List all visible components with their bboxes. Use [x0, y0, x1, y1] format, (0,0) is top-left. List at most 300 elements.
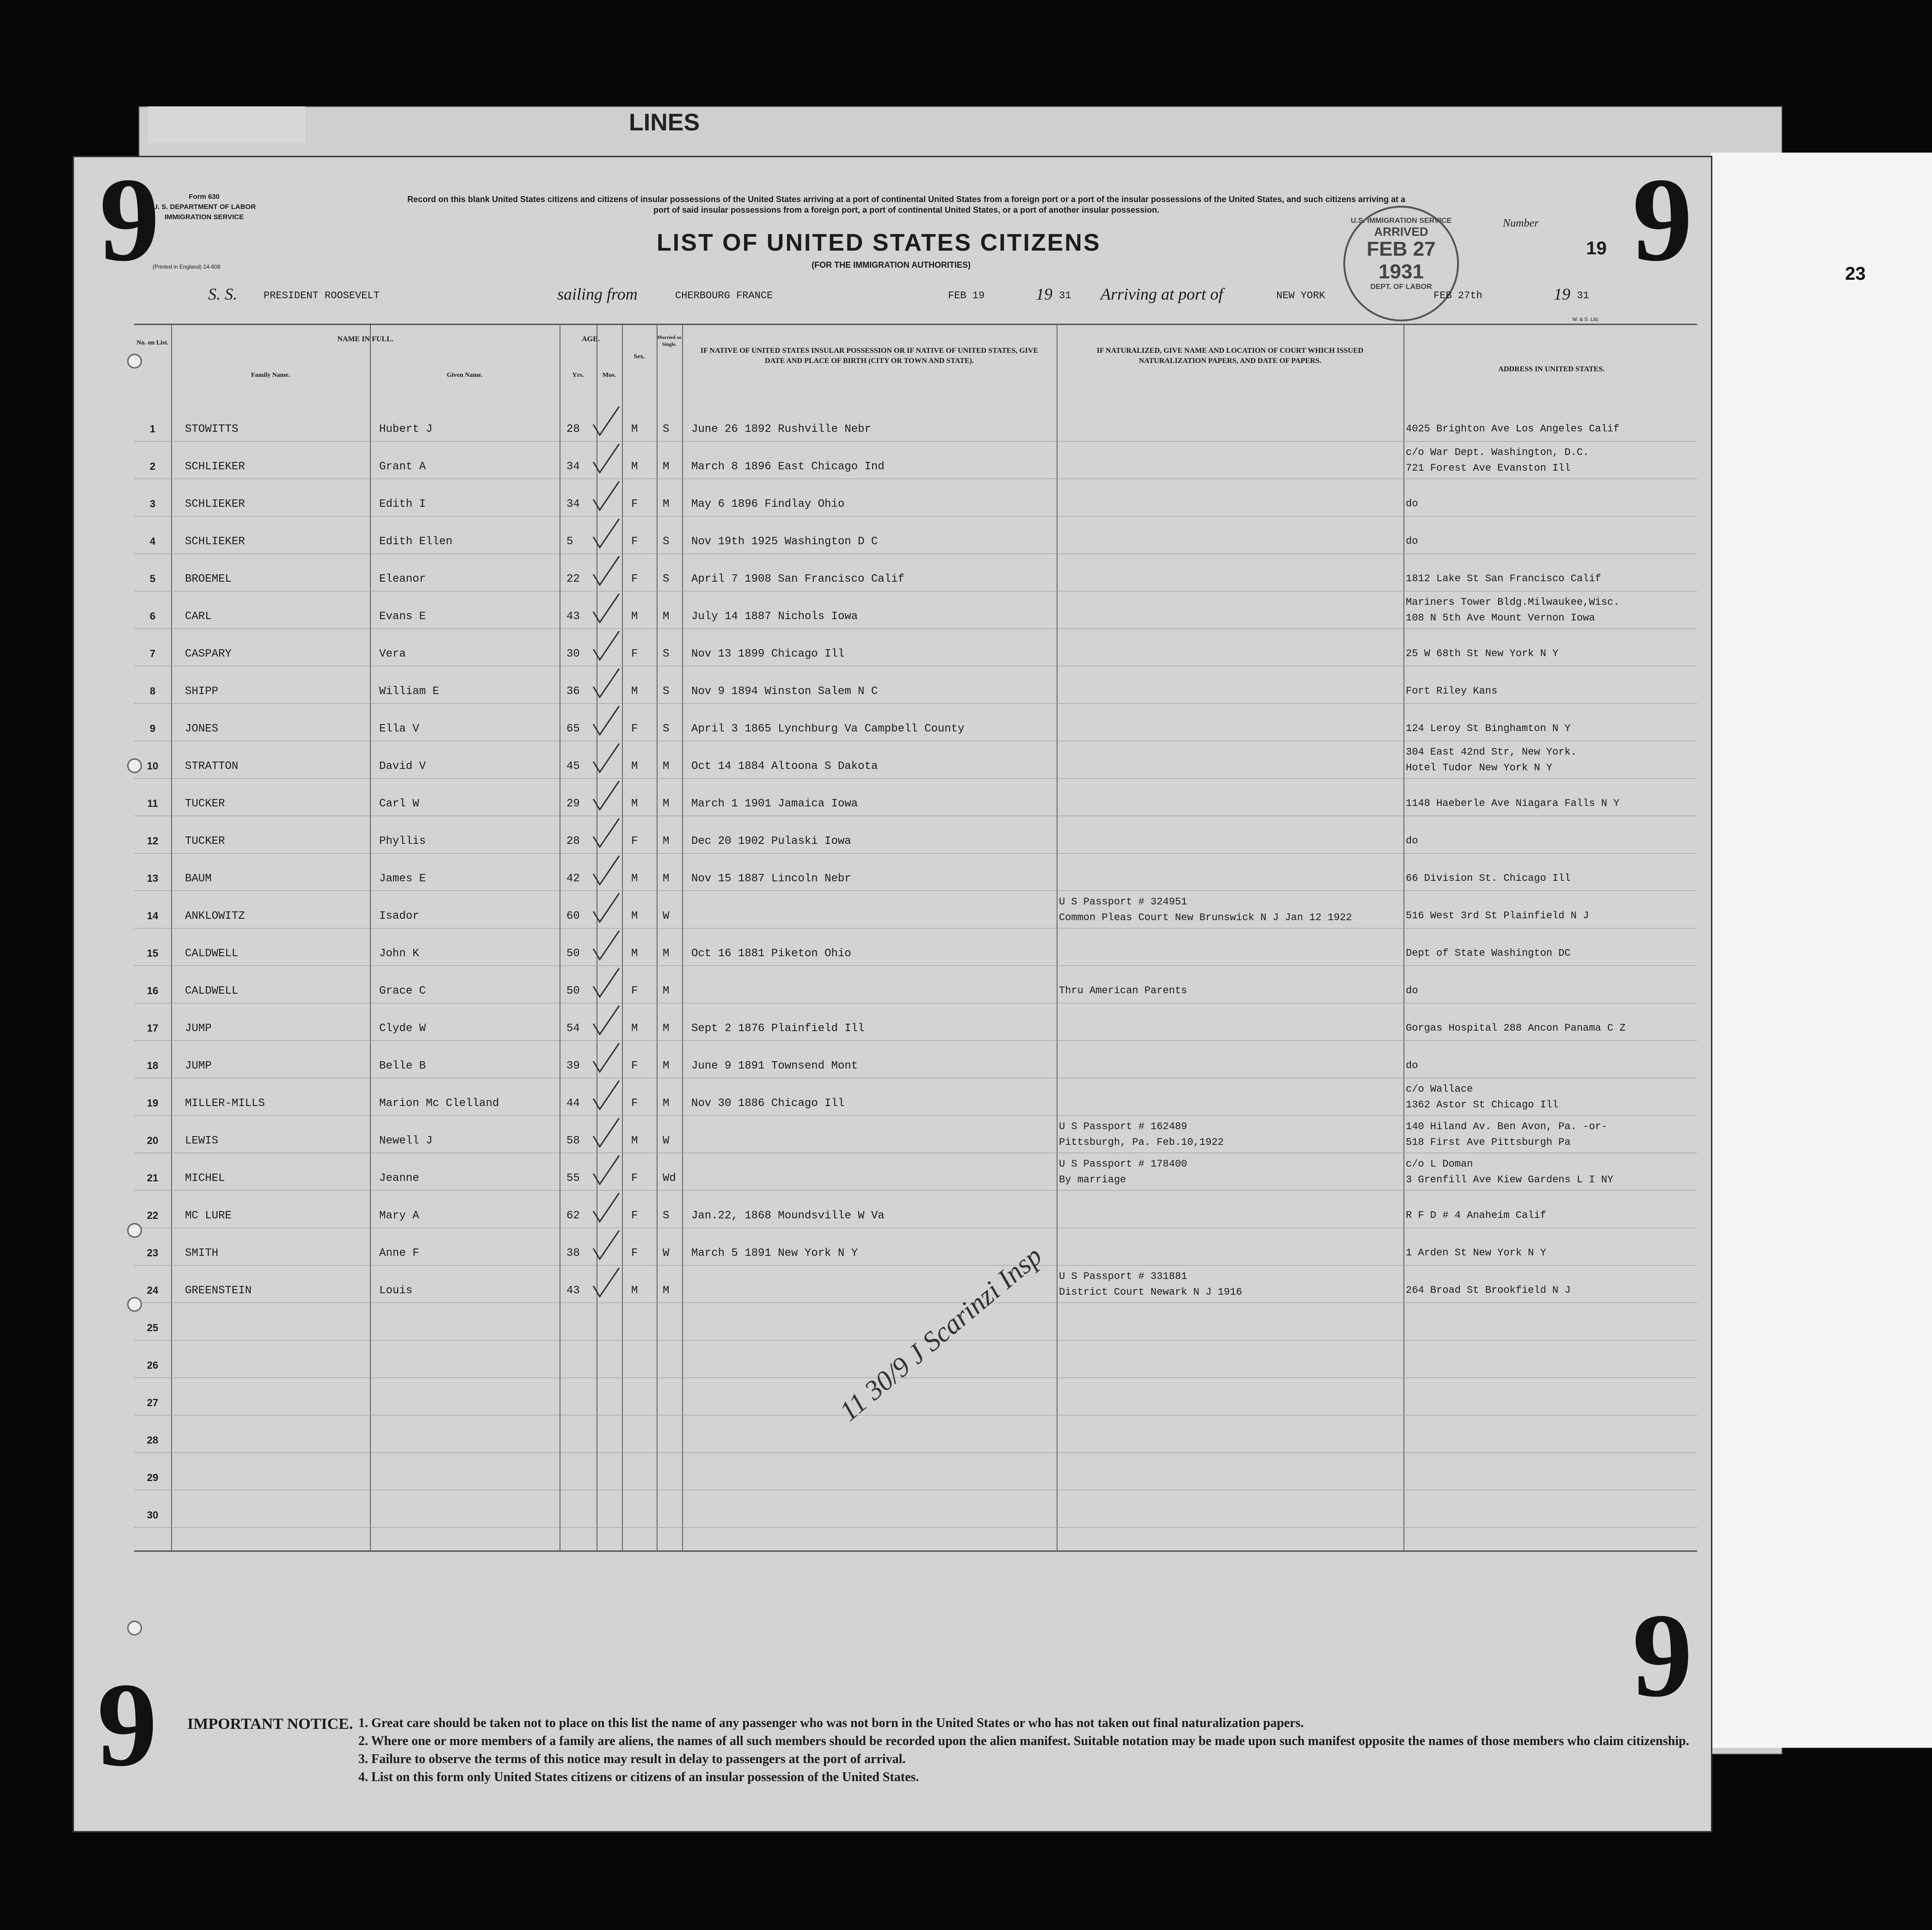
row-number: 20: [147, 1135, 159, 1146]
ship-name: PRESIDENT ROOSEVELT: [264, 290, 380, 301]
cell-ms: M: [663, 798, 670, 810]
cell-sex: M: [631, 947, 638, 960]
row-number: 27: [147, 1397, 159, 1408]
cell-sex: F: [631, 573, 638, 585]
cell-sex: F: [631, 835, 638, 848]
table-row: [134, 591, 1697, 629]
inspector-signature: 11 30/9 J Scarinzi Insp: [833, 1240, 1048, 1427]
cell-addr: 124 Leroy St Binghamton N Y: [1406, 723, 1571, 734]
header-no: No. on List.: [136, 339, 169, 346]
cell-given: Grant A: [379, 461, 426, 473]
header-family-name: Family Name.: [251, 372, 290, 379]
row-number: 24: [147, 1285, 159, 1296]
header-mos: Mos.: [602, 372, 616, 379]
check-mark-icon: [590, 516, 622, 553]
cell-given: Vera: [379, 648, 406, 660]
cell-age: 5: [566, 535, 573, 548]
table-row: [134, 965, 1697, 1003]
cell-birth: July 14 1887 Nichols Iowa: [691, 610, 858, 623]
cell-age: 45: [566, 760, 580, 773]
ship-line: [208, 284, 1665, 307]
table-row: [134, 1452, 1697, 1490]
table-row: [134, 666, 1697, 704]
row-number: 15: [147, 947, 159, 959]
cell-sex: F: [631, 1210, 638, 1222]
row-number: 3: [149, 498, 156, 510]
cell-ms: M: [663, 985, 670, 997]
cell-age: 62: [566, 1210, 580, 1222]
cell-age: 58: [566, 1135, 580, 1147]
cell-given: Ella V: [379, 723, 419, 735]
cell-family: MC LURE: [185, 1210, 232, 1222]
cell-family: CASPARY: [185, 648, 232, 660]
header-given-name: Given Name.: [447, 372, 483, 379]
header-yrs: Yrs.: [572, 372, 584, 379]
cell-nat: U S Passport # 162489 Pittsburgh, Pa. Feb.10,1922: [1059, 1121, 1224, 1148]
check-mark-icon: [590, 479, 622, 516]
cell-sex: M: [631, 610, 638, 623]
cell-birth: Nov 9 1894 Winston Salem N C: [691, 685, 878, 698]
cell-birth: Dec 20 1902 Pulaski Iowa: [691, 835, 851, 848]
port-from: CHERBOURG FRANCE: [675, 290, 773, 301]
cell-sex: F: [631, 1097, 638, 1110]
cell-birth: Oct 14 1884 Altoona S Dakota: [691, 760, 878, 773]
cell-ms: S: [663, 648, 670, 660]
cell-given: Anne F: [379, 1247, 419, 1260]
row-number: 25: [147, 1322, 159, 1334]
check-mark-icon: [590, 891, 622, 928]
cell-ms: Wd: [663, 1172, 676, 1185]
cell-addr: c/o Wallace 1362 Astor St Chicago Ill: [1406, 1083, 1559, 1111]
cell-family: STRATTON: [185, 760, 239, 773]
cell-age: 43: [566, 610, 580, 623]
check-mark-icon: [590, 965, 622, 1002]
cell-age: 29: [566, 798, 580, 810]
header-age: AGE.: [582, 335, 600, 343]
header-sex: Sex.: [634, 353, 645, 360]
cell-given: Newell J: [379, 1135, 433, 1147]
cell-age: 42: [566, 873, 580, 885]
table-row: [134, 1190, 1697, 1228]
year-prefix-from: 19: [1036, 285, 1052, 303]
punch-hole: [127, 1297, 142, 1312]
cell-given: Louis: [379, 1285, 413, 1297]
check-mark-icon: [590, 1078, 622, 1115]
cell-sex: F: [631, 648, 638, 660]
cell-birth: Jan.22, 1868 Moundsville W Va: [691, 1210, 885, 1222]
cell-family: MICHEL: [185, 1172, 225, 1185]
cell-family: SHIPP: [185, 685, 219, 698]
row-number: 1: [149, 423, 156, 435]
cell-addr: do: [1406, 498, 1418, 510]
header-naturalized: IF NATURALIZED, GIVE NAME AND LOCATION OF COURT WHICH ISSUED NATURALIZATION PAPERS, AND DATE OF PAPERS.: [1096, 347, 1364, 365]
cell-addr: 140 Hiland Av. Ben Avon, Pa. -or- 518 First Ave Pittsburgh Pa: [1406, 1121, 1607, 1148]
row-number: 22: [147, 1210, 159, 1221]
ss-label: S. S.: [208, 285, 237, 303]
check-mark-icon: [590, 703, 622, 740]
check-mark-icon: [590, 816, 622, 853]
cell-age: 65: [566, 723, 580, 735]
cell-family: CARL: [185, 610, 212, 623]
check-mark-icon: [590, 666, 622, 703]
cell-addr: Mariners Tower Bldg.Milwaukee,Wisc. 108 N 5th Ave Mount Vernon Iowa: [1406, 596, 1620, 624]
row-number: 16: [147, 985, 159, 996]
stamp-line2: ARRIVED: [1374, 224, 1428, 239]
cell-family: TUCKER: [185, 798, 225, 810]
service: IMMIGRATION SERVICE: [164, 213, 244, 221]
cell-given: David V: [379, 760, 426, 773]
table-row: [134, 516, 1697, 554]
cell-sex: M: [631, 1135, 638, 1147]
row-number: 14: [147, 910, 159, 922]
record-instructions: Record on this blank United States citizens and citizens of insular possessions of the United States arriving at a port of continental United States from a foreign port or a port of the insular possessions of the United States, and such citizens arriving at a port of said insular possessions from a foreign port, a port of continental United States, or a port of another insular possession.: [407, 195, 1406, 215]
cell-family: LEWIS: [185, 1135, 219, 1147]
cell-birth: March 1 1901 Jamaica Iowa: [691, 798, 858, 810]
table-row: [134, 1490, 1697, 1528]
table-row: [134, 441, 1697, 479]
cell-sex: F: [631, 498, 638, 510]
cell-ms: S: [663, 685, 670, 698]
cell-age: 22: [566, 573, 580, 585]
port-to: NEW YORK: [1276, 290, 1325, 301]
cell-given: Belle B: [379, 1060, 426, 1072]
notice-item: 4. List on this form only United States citizens or citizens of an insular possession of the United States.: [358, 1770, 919, 1785]
cell-ms: M: [663, 947, 670, 960]
cell-sex: F: [631, 985, 638, 997]
cell-family: SCHLIEKER: [185, 535, 245, 548]
cell-age: 36: [566, 685, 580, 698]
cell-family: SCHLIEKER: [185, 498, 245, 510]
cell-given: Phyllis: [379, 835, 426, 848]
notice-lead: IMPORTANT NOTICE.: [187, 1715, 353, 1733]
sailing-from-label: sailing from: [557, 285, 638, 303]
cell-sex: F: [631, 1247, 638, 1260]
notice-item: 2. Where one or more members of a family are aliens, the names of all such members should be recorded upon the alien manifest. Suitable notation may be made upon such manifest opposite the names of those members who claim citizenship.: [358, 1733, 1689, 1748]
cell-family: BAUM: [185, 873, 212, 885]
cell-age: 50: [566, 947, 580, 960]
table-row: [134, 1153, 1697, 1191]
row-number: 28: [147, 1434, 159, 1446]
row-number: 26: [147, 1359, 159, 1371]
cell-sex: M: [631, 873, 638, 885]
form-header: [153, 192, 256, 222]
cell-family: MILLER-MILLS: [185, 1097, 265, 1110]
cell-given: Carl W: [379, 798, 419, 810]
cell-sex: F: [631, 723, 638, 735]
cell-ms: M: [663, 1285, 670, 1297]
cell-family: BROEMEL: [185, 573, 232, 585]
cell-birth: May 6 1896 Findlay Ohio: [691, 498, 845, 510]
row-number: 4: [149, 535, 156, 547]
check-mark-icon: [590, 1040, 622, 1077]
cell-ms: M: [663, 1097, 670, 1110]
cell-birth: March 5 1891 New York N Y: [691, 1247, 858, 1260]
cell-given: Edith Ellen: [379, 535, 453, 548]
check-mark-icon: [590, 628, 622, 665]
cell-ms: M: [663, 610, 670, 623]
page-subtitle: (FOR THE IMMIGRATION AUTHORITIES): [812, 260, 971, 270]
cell-family: STOWITTS: [185, 423, 239, 436]
row-number: 9: [149, 723, 156, 734]
cell-birth: March 8 1896 East Chicago Ind: [691, 461, 885, 473]
cell-ms: W: [663, 1135, 670, 1147]
cell-addr: do: [1406, 1060, 1418, 1071]
check-mark-icon: [590, 1228, 622, 1265]
check-mark-icon: [590, 1190, 622, 1227]
cell-nat: U S Passport # 331881 District Court Newark N J 1916: [1059, 1271, 1243, 1298]
cell-age: 44: [566, 1097, 580, 1110]
row-number: 29: [147, 1472, 159, 1483]
cell-age: 60: [566, 910, 580, 922]
cell-family: GREENSTEIN: [185, 1285, 252, 1297]
cell-given: Clyde W: [379, 1022, 426, 1035]
cell-sex: F: [631, 1060, 638, 1072]
table-row: [134, 1078, 1697, 1116]
row-number: 13: [147, 873, 159, 884]
notice-item: 1. Great care should be taken not to place on this list the name of any passenger who was not born in the United States or who has not taken out final naturalization papers.: [358, 1715, 1304, 1730]
cell-addr: c/o L Doman 3 Grenfill Ave Kiew Gardens L I NY: [1406, 1158, 1613, 1186]
cell-addr: do: [1406, 535, 1418, 547]
cell-given: Jeanne: [379, 1172, 419, 1185]
cell-sex: F: [631, 535, 638, 548]
cell-age: 43: [566, 1285, 580, 1297]
table-row: [134, 404, 1697, 442]
right-margin-strip: [1711, 153, 1932, 1748]
punch-hole: [127, 1223, 142, 1238]
cell-nat: U S Passport # 178400 By marriage: [1059, 1158, 1188, 1186]
row-number: 10: [147, 760, 159, 772]
cell-age: 28: [566, 835, 580, 848]
check-mark-icon: [590, 853, 622, 890]
year-from: 31: [1059, 290, 1071, 301]
cell-family: JUMP: [185, 1022, 212, 1035]
cell-family: CALDWELL: [185, 985, 239, 997]
cell-addr: do: [1406, 835, 1418, 847]
cell-given: John K: [379, 947, 419, 960]
cell-ms: S: [663, 535, 670, 548]
table-row: [134, 853, 1697, 891]
cell-age: 54: [566, 1022, 580, 1035]
cell-ms: M: [663, 461, 670, 473]
table-row: [134, 778, 1697, 816]
cell-given: Isador: [379, 910, 419, 922]
cell-addr: c/o War Dept. Washington, D.C. 721 Forest Ave Evanston Ill: [1406, 447, 1589, 474]
stamp-date: FEB 27 1931: [1366, 238, 1436, 283]
cell-ms: W: [663, 1247, 670, 1260]
cell-ms: S: [663, 423, 670, 436]
cell-sex: M: [631, 423, 638, 436]
frame-number: 23: [1845, 264, 1866, 284]
cell-given: Eleanor: [379, 573, 426, 585]
printed-note: (Printed in England) 14-608: [153, 264, 221, 270]
date-to: FEB 27th: [1434, 290, 1483, 301]
row-number: 18: [147, 1060, 159, 1071]
cell-ms: M: [663, 1060, 670, 1072]
row-number: 19: [147, 1097, 159, 1109]
cell-age: 34: [566, 498, 580, 510]
row-number: 11: [147, 798, 158, 809]
cell-ms: S: [663, 723, 670, 735]
row-number: 30: [147, 1509, 159, 1521]
cell-nat: Thru American Parents: [1059, 985, 1188, 996]
cell-family: ANKLOWITZ: [185, 910, 245, 922]
row-number: 17: [147, 1022, 159, 1034]
cell-addr: 516 West 3rd St Plainfield N J: [1406, 910, 1589, 922]
row-number: 8: [149, 685, 156, 697]
cell-birth: Nov 15 1887 Lincoln Nebr: [691, 873, 851, 885]
cell-ms: M: [663, 498, 670, 510]
table-row: [134, 741, 1697, 779]
check-mark-icon: [590, 441, 622, 478]
check-mark-icon: [590, 1265, 622, 1302]
year-prefix-to: 19: [1554, 285, 1570, 303]
cell-family: JUMP: [185, 1060, 212, 1072]
cell-addr: 1 Arden St New York N Y: [1406, 1247, 1546, 1259]
number-label: Number: [1503, 217, 1539, 229]
arriving-label: Arriving at port of: [1101, 285, 1224, 303]
check-mark-icon: [590, 778, 622, 815]
sheet-number-top-right: 9: [1632, 153, 1692, 286]
cell-given: Marion Mc Clelland: [379, 1097, 499, 1110]
back-tab: [148, 106, 305, 143]
cell-given: Edith I: [379, 498, 426, 510]
cell-age: 30: [566, 648, 580, 660]
sheet-number-bottom-left: 9: [97, 1658, 157, 1791]
form-number: Form 630: [189, 193, 220, 201]
cell-age: 38: [566, 1247, 580, 1260]
cell-addr: R F D # 4 Anaheim Calif: [1406, 1210, 1546, 1221]
check-mark-icon: [590, 404, 622, 441]
cell-birth: April 3 1865 Lynchburg Va Campbell County: [691, 723, 965, 735]
cell-age: 50: [566, 985, 580, 997]
table-row: [134, 479, 1697, 516]
table-row: [134, 703, 1697, 741]
check-mark-icon: [590, 1153, 622, 1190]
cell-birth: Nov 30 1886 Chicago Ill: [691, 1097, 845, 1110]
cell-family: SMITH: [185, 1247, 219, 1260]
department: U. S. DEPARTMENT OF LABOR: [153, 203, 256, 211]
cell-given: Hubert J: [379, 423, 433, 436]
cell-ms: W: [663, 910, 670, 922]
table-row: [134, 628, 1697, 666]
table-row: [134, 1003, 1697, 1041]
cell-ms: S: [663, 573, 670, 585]
table-row: [134, 1040, 1697, 1078]
check-mark-icon: [590, 1115, 622, 1152]
cell-sex: M: [631, 910, 638, 922]
cell-nat: U S Passport # 324951 Common Pleas Court New Brunswick N J Jan 12 1922: [1059, 896, 1352, 923]
year-to: 31: [1577, 290, 1589, 301]
punch-hole: [127, 354, 142, 369]
cell-ms: M: [663, 760, 670, 773]
row-number: 2: [149, 461, 156, 472]
row-number: 5: [149, 573, 156, 584]
table-row: [134, 1265, 1697, 1303]
printer-mark: W. & S. Ltd.: [1572, 317, 1600, 322]
cell-ms: S: [663, 1210, 670, 1222]
table-row: [134, 928, 1697, 966]
check-mark-icon: [590, 553, 622, 590]
check-mark-icon: [590, 928, 622, 965]
cell-birth: April 7 1908 San Francisco Calif: [691, 573, 904, 585]
table-row: [134, 1228, 1697, 1266]
cell-addr: do: [1406, 985, 1418, 996]
cell-addr: 264 Broad St Brookfield N J: [1406, 1285, 1571, 1296]
cell-given: William E: [379, 685, 439, 698]
row-number: 21: [147, 1172, 159, 1184]
sheet-number-bottom-right: 9: [1632, 1589, 1692, 1722]
row-number: 23: [147, 1247, 159, 1259]
stamp-line3: DEPT. OF LABOR: [1370, 283, 1432, 291]
lines-tab-label: LINES: [629, 109, 700, 136]
list-number: 19: [1586, 238, 1607, 258]
cell-sex: M: [631, 760, 638, 773]
row-number: 6: [149, 610, 156, 622]
cell-ms: M: [663, 1022, 670, 1035]
cell-age: 34: [566, 461, 580, 473]
cell-family: CALDWELL: [185, 947, 239, 960]
cell-addr: 25 W 68th St New York N Y: [1406, 648, 1559, 659]
check-mark-icon: [590, 741, 622, 778]
cell-sex: M: [631, 461, 638, 473]
table-row: [134, 553, 1697, 591]
stamp-line1: U.S. IMMIGRATION SERVICE: [1350, 217, 1452, 225]
punch-hole: [127, 758, 142, 773]
cell-addr: Fort Riley Kans: [1406, 685, 1498, 697]
cell-addr: Dept of State Washington DC: [1406, 947, 1571, 959]
header-birth: IF NATIVE OF UNITED STATES INSULAR POSSESSION OR IF NATIVE OF UNITED STATES, GIVE DATE AND PLACE OF BIRTH (CITY OR TOWN AND STATE).: [700, 347, 1039, 365]
table-row: [134, 891, 1697, 928]
sheet-number-top-left: 9: [99, 153, 160, 286]
cell-birth: Nov 13 1899 Chicago Ill: [691, 648, 845, 660]
cell-birth: June 9 1891 Townsend Mont: [691, 1060, 858, 1072]
cell-family: SCHLIEKER: [185, 461, 245, 473]
date-from: FEB 19: [948, 290, 985, 301]
cell-sex: M: [631, 1022, 638, 1035]
cell-addr: 66 Division St. Chicago Ill: [1406, 873, 1571, 884]
notice-item: 3. Failure to observe the terms of this notice may result in delay to passengers at the port of arrival.: [358, 1752, 906, 1766]
cell-birth: Nov 19th 1925 Washington D C: [691, 535, 878, 548]
cell-family: TUCKER: [185, 835, 225, 848]
cell-age: 55: [566, 1172, 580, 1185]
cell-family: JONES: [185, 723, 219, 735]
table-row: [134, 816, 1697, 854]
row-number: 12: [147, 835, 159, 847]
check-mark-icon: [590, 591, 622, 628]
table-row: [134, 1415, 1697, 1453]
cell-birth: June 26 1892 Rushville Nebr: [691, 423, 871, 436]
cell-ms: M: [663, 873, 670, 885]
table-row: [134, 1115, 1697, 1153]
cell-sex: M: [631, 1285, 638, 1297]
cell-age: 28: [566, 423, 580, 436]
cell-given: Grace C: [379, 985, 426, 997]
cell-addr: 1812 Lake St San Francisco Calif: [1406, 573, 1601, 584]
cell-birth: Sept 2 1876 Plainfield Ill: [691, 1022, 865, 1035]
page-title: LIST OF UNITED STATES CITIZENS: [657, 229, 1101, 256]
header-married-single: Married or Single.: [657, 335, 682, 347]
header-name-in-full: NAME IN FULL.: [337, 335, 394, 343]
cell-addr: Gorgas Hospital 288 Ancon Panama C Z: [1406, 1022, 1626, 1034]
header-address: ADDRESS IN UNITED STATES.: [1498, 365, 1605, 373]
punch-hole: [127, 1621, 142, 1635]
cell-sex: M: [631, 798, 638, 810]
check-mark-icon: [590, 1003, 622, 1040]
cell-given: James E: [379, 873, 426, 885]
cell-sex: M: [631, 685, 638, 698]
important-notice: [187, 1713, 1704, 1786]
cell-age: 39: [566, 1060, 580, 1072]
